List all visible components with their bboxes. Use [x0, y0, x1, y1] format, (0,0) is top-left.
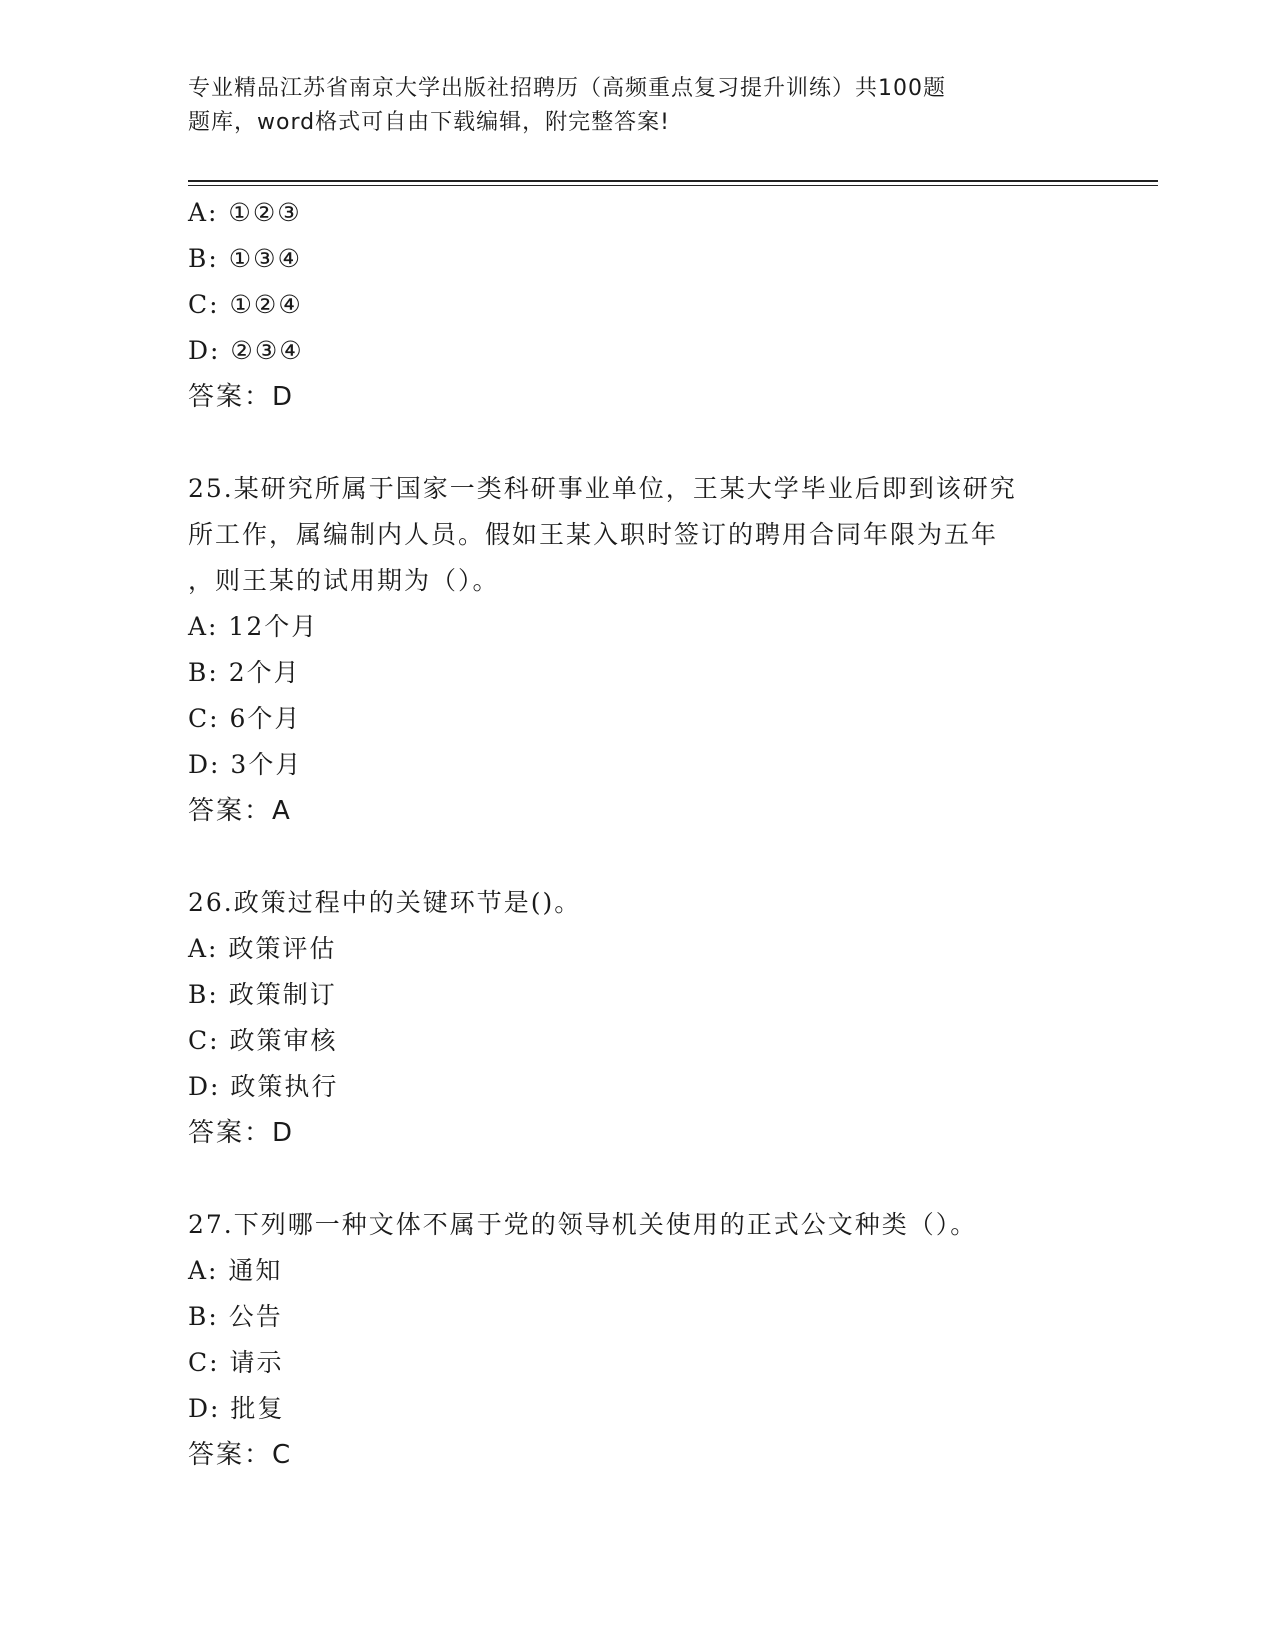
option-d: D: 3个月	[188, 750, 303, 779]
question-25	[188, 466, 1088, 834]
header-line-1: 专业精品江苏省南京大学出版社招聘历（高频重点复习提升训练）共100题	[188, 76, 946, 101]
option-c: C: 请示	[188, 1348, 284, 1377]
answer: 答案：A	[188, 796, 292, 826]
question-27	[188, 1202, 1088, 1478]
option-c: C: 政策审核	[188, 1026, 338, 1055]
option-a: A: ①②③	[188, 198, 302, 227]
answer: 答案：D	[188, 1118, 295, 1148]
option-b: B: ①③④	[188, 244, 302, 273]
question-list	[188, 190, 1088, 1478]
question-stem: 所工作，属编制内人员。假如王某入职时签订的聘用合同年限为五年	[188, 520, 999, 549]
option-b: B: 公告	[188, 1302, 283, 1331]
option-d: D: 政策执行	[188, 1072, 339, 1101]
option-d: D: ②③④	[188, 336, 304, 365]
option-b: B: 2个月	[188, 658, 301, 687]
question-stem: 26.政策过程中的关键环节是()。	[188, 888, 582, 917]
question-stem: 27.下列哪一种文体不属于党的领导机关使用的正式公文种类（）。	[188, 1210, 978, 1239]
option-a: A: 通知	[188, 1256, 283, 1285]
document-header	[188, 72, 1048, 140]
answer: 答案：C	[188, 1440, 293, 1470]
question-24-continued	[188, 190, 1088, 420]
header-rule-thin	[188, 185, 1158, 186]
option-c: C: 6个月	[188, 704, 302, 733]
question-stem: ，则王某的试用期为（）。	[188, 566, 500, 595]
option-a: A: 政策评估	[188, 934, 337, 963]
option-d: D: 批复	[188, 1394, 285, 1423]
option-c: C: ①②④	[188, 290, 303, 319]
option-b: B: 政策制订	[188, 980, 337, 1009]
option-a: A: 12个月	[188, 612, 319, 641]
answer: 答案：D	[188, 382, 295, 412]
header-line-2: 题库，word格式可自由下载编辑，附完整答案!	[188, 110, 670, 135]
question-stem: 25.某研究所属于国家一类科研事业单位，王某大学毕业后即到该研究	[188, 474, 1017, 503]
header-rule-thick	[188, 180, 1158, 182]
question-26	[188, 880, 1088, 1156]
